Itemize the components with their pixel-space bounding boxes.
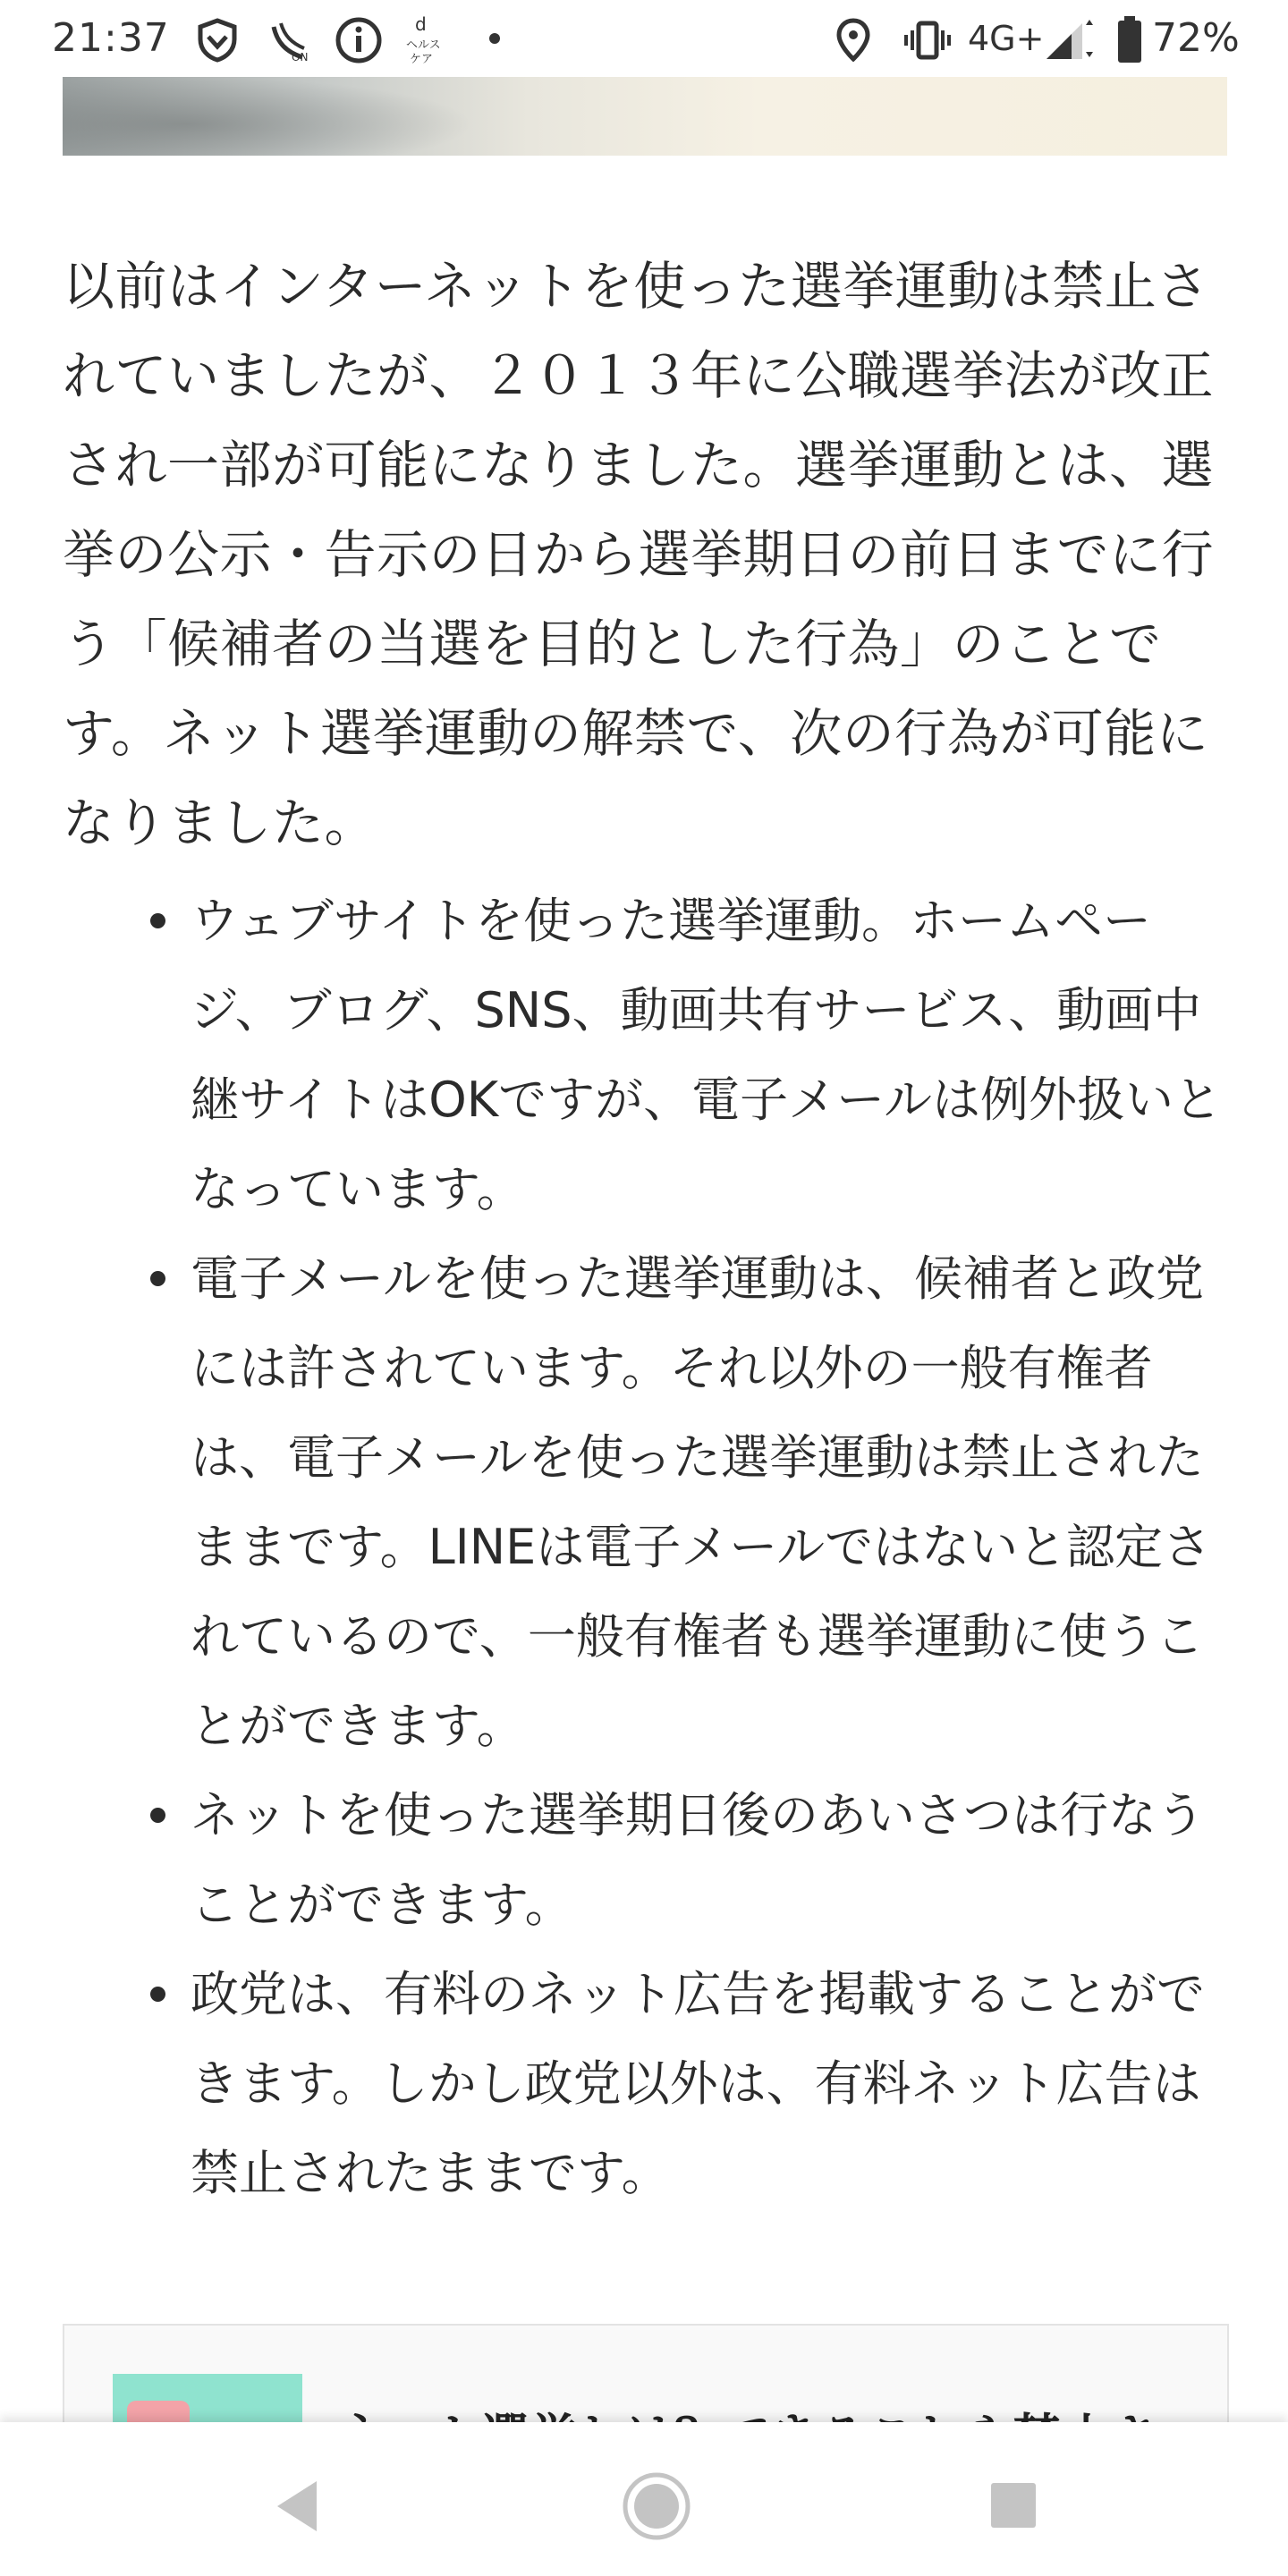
bullet-dot-icon xyxy=(150,913,165,928)
article-body xyxy=(63,242,1234,2201)
list-item xyxy=(63,877,1234,1234)
vibrate-icon xyxy=(903,18,952,63)
location-icon xyxy=(835,18,871,63)
back-icon[interactable] xyxy=(270,2478,324,2535)
navigation-bar xyxy=(0,2422,1288,2576)
info-icon xyxy=(335,16,383,64)
home-icon[interactable] xyxy=(621,2470,692,2542)
d-health-care-icon xyxy=(404,14,444,66)
shield-icon xyxy=(195,18,240,63)
clock: 21:37 xyxy=(52,15,170,61)
intro-paragraph: 以前はインターネットを使った選挙運動は禁止されていましたが、２０１３年に公職選挙法が改正され一部が可能になりました。選挙運動とは、選挙の公示・告示の日から選挙期日の前日までに行う「候補者の当選を目的とした行為」のことです。ネット選挙運動の解禁で、次の行為が可能になりました。 xyxy=(63,256,1215,853)
vpn-on-icon xyxy=(268,18,313,63)
list-item-text: 電子メールを使った選挙運動は、候補者と政党には許されています。それ以外の一般有権者は、電子メールを使った選挙運動は禁止されたままです。LINEは電子メールではないと認定されているので、一般有権者も選挙運動に使うことができます。 xyxy=(191,1250,1212,1754)
svg-text:d: d xyxy=(415,14,427,35)
hero-image xyxy=(63,77,1227,156)
hero-image-shade xyxy=(63,77,474,156)
bullet-dot-icon xyxy=(150,1987,165,2002)
status-bar xyxy=(0,0,1288,77)
list-item-text: ウェブサイトを使った選挙運動。ホームページ、ブログ、SNS、動画共有サービス、動画中継サイトはOKですが、電子メールは例外扱いとなっています。 xyxy=(191,893,1223,1217)
bullet-dot-icon xyxy=(150,1808,165,1823)
svg-text:ヘルス: ヘルス xyxy=(406,38,441,52)
svg-text:ON: ON xyxy=(292,51,309,63)
list-item xyxy=(63,1950,1234,2218)
bullet-dot-icon xyxy=(150,1271,165,1286)
list-item-text: 政党は、有料のネット広告を掲載することができます。しかし政党以外は、有料ネット広告は禁止されたままです。 xyxy=(191,1966,1205,2201)
signal-icon xyxy=(1043,16,1093,63)
battery-percentage: 72% xyxy=(1152,15,1240,61)
list-item xyxy=(63,1771,1234,1950)
list-item-text: ネットを使った選挙期日後のあいさつは行なうことができます。 xyxy=(191,1787,1205,1933)
recents-icon[interactable] xyxy=(989,2481,1038,2529)
battery-icon xyxy=(1116,14,1143,64)
bullet-list xyxy=(63,877,1234,2218)
network-type: 4G+ xyxy=(968,19,1045,58)
dot-icon xyxy=(488,32,501,45)
svg-text:ケア: ケア xyxy=(410,53,434,66)
list-item xyxy=(63,1234,1234,1771)
